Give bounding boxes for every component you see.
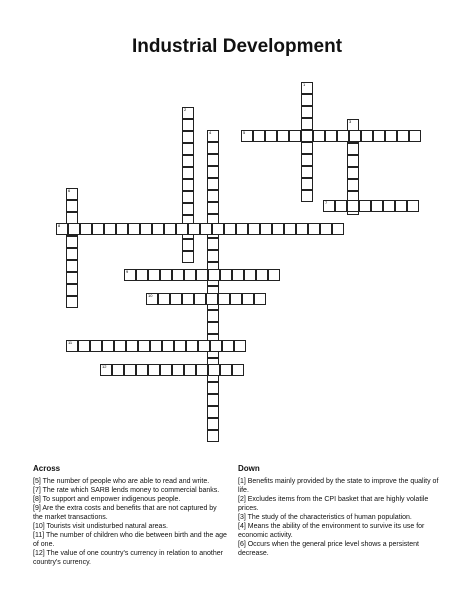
grid-cell[interactable] xyxy=(92,223,104,235)
grid-cell[interactable] xyxy=(182,293,194,305)
clue-number: [5] xyxy=(33,478,43,485)
grid-cell[interactable] xyxy=(347,167,359,179)
grid-cell[interactable] xyxy=(208,364,220,376)
grid-cell[interactable] xyxy=(78,340,90,352)
grid-cell[interactable] xyxy=(207,166,219,178)
grid-cell[interactable] xyxy=(296,223,308,235)
grid-cell[interactable] xyxy=(194,293,206,305)
grid-cell[interactable] xyxy=(170,293,182,305)
grid-cell[interactable] xyxy=(361,130,373,142)
grid-cell[interactable] xyxy=(301,130,313,142)
grid-cell[interactable] xyxy=(207,406,219,418)
grid-cell[interactable] xyxy=(241,130,253,142)
clue-text: The number of children who die between birth and the age of one. xyxy=(33,532,227,548)
grid-cell[interactable] xyxy=(160,269,172,281)
grid-cell[interactable] xyxy=(188,223,200,235)
grid-cell[interactable] xyxy=(207,238,219,250)
cell-number: 2 xyxy=(184,107,187,112)
grid-cell[interactable] xyxy=(66,272,78,284)
grid-cell[interactable] xyxy=(182,131,194,143)
grid-cell[interactable] xyxy=(301,142,313,154)
clue-text: Tourists visit undisturbed natural areas. xyxy=(46,523,168,530)
clue-number: [10] xyxy=(33,523,47,530)
grid-cell[interactable] xyxy=(174,340,186,352)
grid-cell[interactable] xyxy=(301,166,313,178)
grid-cell[interactable] xyxy=(138,340,150,352)
grid-cell[interactable] xyxy=(272,223,284,235)
clue-text: Means the ability of the environment to survive its use for economic activity. xyxy=(238,523,425,539)
grid-cell[interactable] xyxy=(301,94,313,106)
grid-cell[interactable] xyxy=(347,200,359,212)
grid-cell[interactable] xyxy=(373,130,385,142)
grid-cell[interactable] xyxy=(184,364,196,376)
across-heading: Across xyxy=(33,464,61,473)
grid-cell[interactable] xyxy=(220,269,232,281)
grid-cell[interactable] xyxy=(220,364,232,376)
grid-cell[interactable] xyxy=(207,430,219,442)
grid-cell[interactable] xyxy=(236,223,248,235)
grid-cell[interactable] xyxy=(176,223,188,235)
clue-text: Occurs when the general price level shows a persistent decrease. xyxy=(238,541,419,557)
grid-cell[interactable] xyxy=(136,364,148,376)
grid-cell[interactable] xyxy=(182,179,194,191)
cell-number: 6 xyxy=(68,188,71,193)
grid-cell[interactable] xyxy=(80,223,92,235)
cell-number: 7 xyxy=(325,200,328,205)
down-clue xyxy=(238,513,443,522)
grid-cell[interactable] xyxy=(162,340,174,352)
grid-cell[interactable] xyxy=(148,269,160,281)
grid-cell[interactable] xyxy=(186,340,198,352)
grid-cell[interactable] xyxy=(196,364,208,376)
across-clue xyxy=(33,477,228,486)
down-clue xyxy=(238,522,443,540)
grid-cell[interactable] xyxy=(301,118,313,130)
grid-cell[interactable] xyxy=(182,239,194,251)
grid-cell[interactable] xyxy=(248,223,260,235)
grid-cell[interactable] xyxy=(207,178,219,190)
grid-cell[interactable] xyxy=(224,223,236,235)
clue-text: The number of people who are able to read and write. xyxy=(42,478,210,485)
clue-text: The value of one country's currency in relation to another country's currency. xyxy=(33,550,223,566)
grid-cell[interactable] xyxy=(182,251,194,263)
grid-cell[interactable] xyxy=(140,223,152,235)
grid-cell[interactable] xyxy=(301,106,313,118)
clue-text: The rate which SARB lends money to commercial banks. xyxy=(42,487,220,494)
grid-cell[interactable] xyxy=(90,340,102,352)
grid-cell[interactable] xyxy=(102,340,114,352)
grid-cell[interactable] xyxy=(207,394,219,406)
grid-cell[interactable] xyxy=(172,269,184,281)
down-clue xyxy=(238,495,443,513)
grid-cell[interactable] xyxy=(301,178,313,190)
grid-cell[interactable] xyxy=(301,154,313,166)
grid-cell[interactable] xyxy=(200,223,212,235)
cell-number: 11 xyxy=(68,340,73,345)
grid-cell[interactable] xyxy=(206,293,218,305)
grid-cell[interactable] xyxy=(182,119,194,131)
clue-number: [9] xyxy=(33,505,43,512)
grid-cell[interactable] xyxy=(116,223,128,235)
clue-number: [1] xyxy=(238,478,248,485)
grid-cell[interactable] xyxy=(66,284,78,296)
grid-cell[interactable] xyxy=(385,130,397,142)
grid-cell[interactable] xyxy=(66,340,78,352)
grid-cell[interactable] xyxy=(212,223,224,235)
grid-cell[interactable] xyxy=(347,143,359,155)
grid-cell[interactable] xyxy=(325,130,337,142)
grid-cell[interactable] xyxy=(112,364,124,376)
grid-cell[interactable] xyxy=(265,130,277,142)
grid-cell[interactable] xyxy=(208,269,220,281)
cell-number: 12 xyxy=(102,364,107,369)
grid-cell[interactable] xyxy=(337,130,349,142)
clue-text: The study of the characteristics of human population. xyxy=(247,514,412,521)
grid-cell[interactable] xyxy=(128,223,140,235)
cell-number: 9 xyxy=(126,269,129,274)
grid-cell[interactable] xyxy=(184,269,196,281)
clue-number: [11] xyxy=(33,532,46,539)
grid-cell[interactable] xyxy=(126,340,138,352)
grid-cell[interactable] xyxy=(124,364,136,376)
cell-number: 4 xyxy=(209,130,212,135)
grid-cell[interactable] xyxy=(301,82,313,94)
grid-cell[interactable] xyxy=(230,293,242,305)
grid-cell[interactable] xyxy=(234,340,246,352)
grid-cell[interactable] xyxy=(207,418,219,430)
grid-cell[interactable] xyxy=(244,269,256,281)
grid-cell[interactable] xyxy=(207,142,219,154)
cell-number: 3 xyxy=(349,119,352,124)
grid-cell[interactable] xyxy=(148,364,160,376)
grid-cell[interactable] xyxy=(66,248,78,260)
grid-cell[interactable] xyxy=(232,269,244,281)
grid-cell[interactable] xyxy=(256,269,268,281)
clue-text: To support and empower indigenous people. xyxy=(42,496,181,503)
grid-cell[interactable] xyxy=(207,202,219,214)
grid-cell[interactable] xyxy=(218,293,230,305)
grid-cell[interactable] xyxy=(407,200,419,212)
down-clue xyxy=(238,540,443,558)
grid-cell[interactable] xyxy=(242,293,254,305)
grid-cell[interactable] xyxy=(182,167,194,179)
grid-cell[interactable] xyxy=(100,364,112,376)
grid-cell[interactable] xyxy=(397,130,409,142)
grid-cell[interactable] xyxy=(68,223,80,235)
grid-cell[interactable] xyxy=(409,130,421,142)
grid-cell[interactable] xyxy=(320,223,332,235)
grid-cell[interactable] xyxy=(260,223,272,235)
grid-cell[interactable] xyxy=(210,340,222,352)
grid-cell[interactable] xyxy=(152,223,164,235)
grid-cell[interactable] xyxy=(284,223,296,235)
grid-cell[interactable] xyxy=(207,382,219,394)
grid-cell[interactable] xyxy=(207,190,219,202)
grid-cell[interactable] xyxy=(207,310,219,322)
clue-number: [8] xyxy=(33,496,43,503)
grid-cell[interactable] xyxy=(207,250,219,262)
grid-cell[interactable] xyxy=(114,340,126,352)
grid-cell[interactable] xyxy=(308,223,320,235)
grid-cell[interactable] xyxy=(222,340,234,352)
grid-cell[interactable] xyxy=(66,296,78,308)
clue-text: Excludes items from the CPI basket that are highly volatile prices. xyxy=(238,496,429,512)
across-clue xyxy=(33,549,228,567)
grid-cell[interactable] xyxy=(253,130,265,142)
clue-text: Benefits mainly provided by the state to improve the quality of life. xyxy=(238,478,439,494)
grid-cell[interactable] xyxy=(313,130,325,142)
grid-cell[interactable] xyxy=(332,223,344,235)
grid-cell[interactable] xyxy=(383,200,395,212)
cell-number: 10 xyxy=(148,293,153,298)
grid-cell[interactable] xyxy=(277,130,289,142)
grid-cell[interactable] xyxy=(136,269,148,281)
grid-cell[interactable] xyxy=(182,203,194,215)
down-clue xyxy=(238,477,443,495)
grid-cell[interactable] xyxy=(268,269,280,281)
grid-cell[interactable] xyxy=(146,293,158,305)
across-clue xyxy=(33,486,228,495)
grid-cell[interactable] xyxy=(371,200,383,212)
puzzle-title: Industrial Development xyxy=(131,36,343,57)
grid-cell[interactable] xyxy=(207,130,219,142)
grid-cell[interactable] xyxy=(182,155,194,167)
cell-number: 5 xyxy=(243,130,246,135)
grid-cell[interactable] xyxy=(289,130,301,142)
grid-cell[interactable] xyxy=(196,269,208,281)
grid-cell[interactable] xyxy=(207,322,219,334)
grid-cell[interactable] xyxy=(66,200,78,212)
across-clue xyxy=(33,522,228,531)
clue-number: [4] xyxy=(238,523,248,530)
grid-cell[interactable] xyxy=(207,154,219,166)
grid-cell[interactable] xyxy=(347,155,359,167)
grid-cell[interactable] xyxy=(347,179,359,191)
grid-cell[interactable] xyxy=(182,107,194,119)
grid-cell[interactable] xyxy=(182,143,194,155)
down-clues xyxy=(238,464,443,558)
cell-number: 1 xyxy=(303,82,306,87)
grid-cell[interactable] xyxy=(164,223,176,235)
grid-cell[interactable] xyxy=(198,340,210,352)
grid-cell[interactable] xyxy=(66,260,78,272)
across-clue xyxy=(33,531,228,549)
grid-cell[interactable] xyxy=(172,364,184,376)
across-clue xyxy=(33,495,228,504)
cell-number: 8 xyxy=(58,223,61,228)
grid-cell[interactable] xyxy=(232,364,244,376)
grid-cell[interactable] xyxy=(254,293,266,305)
clue-number: [2] xyxy=(238,496,248,503)
grid-cell[interactable] xyxy=(160,364,172,376)
grid-cell[interactable] xyxy=(104,223,116,235)
grid-cell[interactable] xyxy=(158,293,170,305)
grid-cell[interactable] xyxy=(182,191,194,203)
grid-cell[interactable] xyxy=(150,340,162,352)
clue-number: [3] xyxy=(238,514,248,521)
grid-cell[interactable] xyxy=(349,130,361,142)
grid-cell[interactable] xyxy=(56,223,68,235)
clue-text: Are the extra costs and benefits that are not captured by the market transactions. xyxy=(33,505,217,521)
down-heading: Down xyxy=(238,464,260,473)
grid-cell[interactable] xyxy=(66,236,78,248)
grid-cell[interactable] xyxy=(323,200,335,212)
grid-cell[interactable] xyxy=(359,200,371,212)
grid-cell[interactable] xyxy=(335,200,347,212)
grid-cell[interactable] xyxy=(395,200,407,212)
grid-cell[interactable] xyxy=(301,190,313,202)
grid-cell[interactable] xyxy=(124,269,136,281)
grid-cell[interactable] xyxy=(66,188,78,200)
clue-number: [12] xyxy=(33,550,47,557)
across-clue xyxy=(33,504,228,522)
clue-number: [7] xyxy=(33,487,43,494)
clue-number: [6] xyxy=(238,541,248,548)
across-clues xyxy=(33,464,228,567)
